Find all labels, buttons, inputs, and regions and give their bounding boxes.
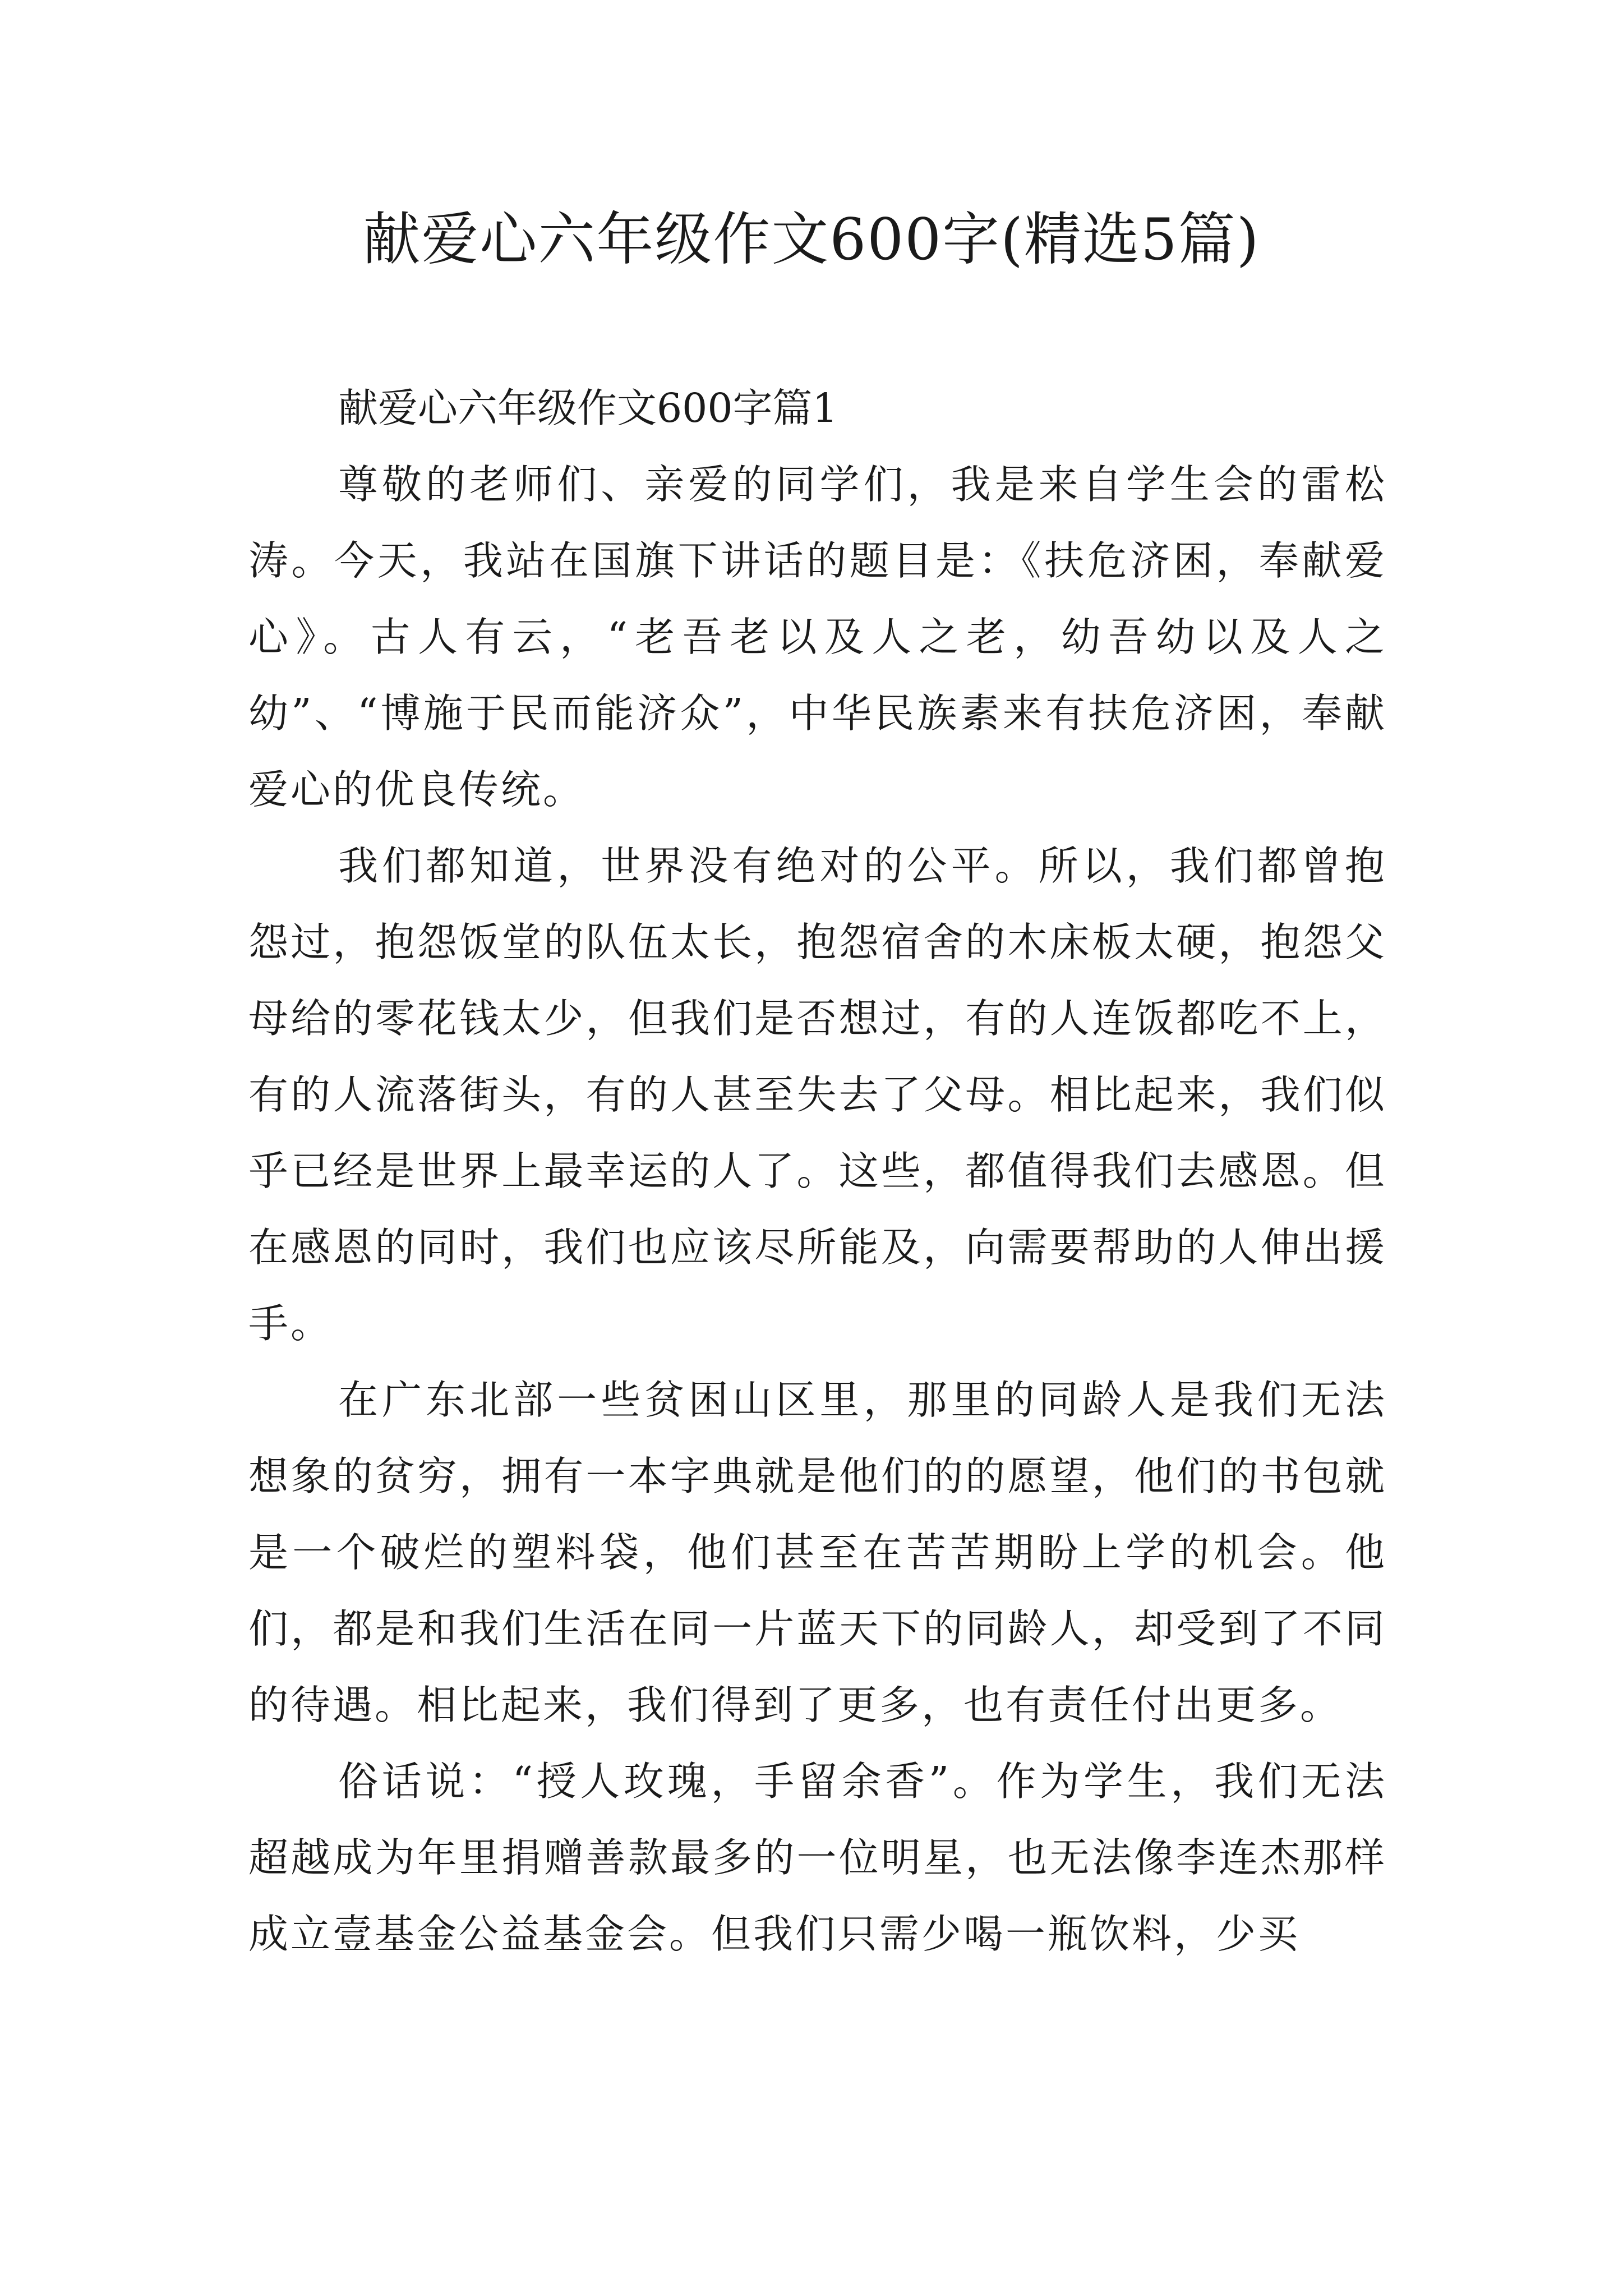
paragraph-4: 俗话说：“授人玫瑰，手留余香”。作为学生，我们无法超越成为年里捐赠善款最多的一位明星，也无法像李连杰那样成立壹基金公益基金会。但我们只需少喝一瓶饮料，少买 <box>248 1758 1387 1957</box>
paragraph-1: 尊敬的老师们、亲爱的同学们，我是来自学生会的雷松涛。今天，我站在国旗下讲话的题目是：《扶危济困，奉献爱心》。古人有云，“老吾老以及人之老，幼吾幼以及人之幼”、“博施于民而能济众”，中华民族素来有扶危济困，奉献爱心的优良传统。 <box>248 461 1387 813</box>
document-body <box>248 370 1387 1972</box>
document-title: 献爱心六年级作文600字(精选5篇) <box>363 206 1260 273</box>
paragraph-2: 我们都知道，世界没有绝对的公平。所以，我们都曾抱怨过，抱怨饭堂的队伍太长，抱怨宿舍的木床板太硬，抱怨父母给的零花钱太少，但我们是否想过，有的人连饭都吃不上，有的人流落街头，有的人甚至失去了父母。相比起来，我们似乎已经是世界上最幸运的人了。这些，都值得我们去感恩。但在感恩的同时，我们也应该尽所能及，向需要帮助的人伸出援手。 <box>248 843 1387 1347</box>
paragraph-3: 在广东北部一些贫困山区里，那里的同龄人是我们无法想象的贫穷，拥有一本字典就是他们的的愿望，他们的书包就是一个破烂的塑料袋，他们甚至在苦苦期盼上学的机会。他们，都是和我们生活在同一片蓝天下的同龄人，却受到了不同的待遇。相比起来，我们得到了更多，也有责任付出更多。 <box>248 1377 1387 1728</box>
section-heading: 献爱心六年级作文600字篇1 <box>338 385 838 431</box>
